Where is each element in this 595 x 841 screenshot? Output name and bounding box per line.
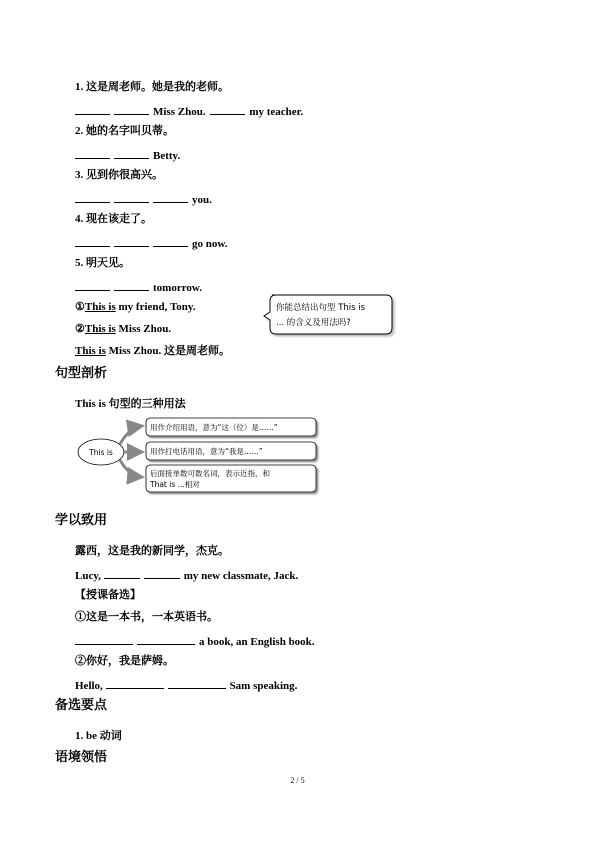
example-prefix: ② xyxy=(75,323,85,335)
exercise-5-answer xyxy=(75,279,202,295)
example-text: Miss Zhou. xyxy=(115,323,172,335)
exercise-4-answer xyxy=(75,235,227,251)
blank[interactable] xyxy=(75,235,110,247)
usage-diagram xyxy=(74,414,324,496)
blank[interactable] xyxy=(114,147,149,159)
exercise-3-answer xyxy=(75,191,212,207)
exercise-2-answer xyxy=(75,147,180,163)
diagram-usage-3-line-1: 后面接单数可数名词，表示近指，和 xyxy=(150,469,270,478)
answer-text: a book, an English book. xyxy=(199,636,315,648)
diagram-usage-2: 用作打电话用语，意为“我是……” xyxy=(150,447,263,456)
points-item-1: 1. be 动词 xyxy=(75,730,122,742)
example-prefix: ① xyxy=(75,301,85,313)
answer-text: you. xyxy=(192,194,212,206)
example-2 xyxy=(75,322,171,336)
answer-text: Hello, xyxy=(75,680,103,692)
answer-text: tomorrow. xyxy=(153,282,202,294)
blank[interactable] xyxy=(114,235,149,247)
section-heading-analysis: 句型剖析 xyxy=(55,366,108,381)
section-heading-points: 备选要点 xyxy=(55,698,108,713)
analysis-subtitle: This is 句型的三种用法 xyxy=(75,398,186,410)
example-text: my friend, Tony. xyxy=(115,301,196,313)
answer-text: my new classmate, Jack. xyxy=(183,570,299,582)
example-keyword: This is xyxy=(75,345,106,357)
apply-question-2: ①这是一本书，一本英语书。 xyxy=(75,611,218,623)
blank[interactable] xyxy=(114,191,149,203)
blank[interactable] xyxy=(114,103,149,115)
answer-text: my teacher. xyxy=(249,106,304,118)
example-3 xyxy=(75,344,230,358)
blank[interactable] xyxy=(75,191,110,203)
blank[interactable] xyxy=(104,567,140,579)
callout-line-1: 你能总结出句型 This is xyxy=(276,303,366,313)
answer-text: go now. xyxy=(192,238,228,250)
blank[interactable] xyxy=(75,147,110,159)
apply-answer-2 xyxy=(75,633,315,649)
blank[interactable] xyxy=(210,103,245,115)
blank[interactable] xyxy=(75,103,110,115)
diagram-center-label: This is xyxy=(89,448,113,457)
blank[interactable] xyxy=(114,279,149,291)
answer-text: Sam speaking. xyxy=(229,680,298,692)
exercise-4-prompt: 4. 现在该走了。 xyxy=(75,213,152,225)
blank[interactable] xyxy=(75,279,110,291)
blank[interactable] xyxy=(153,191,188,203)
example-1 xyxy=(75,300,196,314)
apply-question-3: ②你好，我是萨姆。 xyxy=(75,655,174,667)
exercise-2-prompt: 2. 她的名字叫贝蒂。 xyxy=(75,125,174,137)
section-heading-apply: 学以致用 xyxy=(55,513,108,528)
blank[interactable] xyxy=(153,235,188,247)
example-keyword: This is xyxy=(84,323,116,335)
example-text: Miss Zhou. 这是周老师。 xyxy=(105,345,230,357)
blank[interactable] xyxy=(137,633,195,645)
exercise-1-answer xyxy=(75,103,303,119)
exercise-3-prompt: 3. 见到你很高兴。 xyxy=(75,169,163,181)
callout-bubble xyxy=(262,292,397,340)
example-keyword: This is xyxy=(84,301,116,313)
exercise-5-prompt: 5. 明天见。 xyxy=(75,257,130,269)
apply-answer-3 xyxy=(75,677,297,693)
section-heading-context: 语境领悟 xyxy=(55,750,108,765)
blank[interactable] xyxy=(144,567,180,579)
apply-question-1: 露西，这是我的新同学，杰克。 xyxy=(75,545,229,557)
apply-answer-1 xyxy=(75,567,298,583)
diagram-arrow xyxy=(120,426,142,444)
blank[interactable] xyxy=(168,677,226,689)
blank[interactable] xyxy=(106,677,164,689)
diagram-usage-1: 用作介绍用语，意为“这（位）是……” xyxy=(150,423,278,432)
answer-text: Miss Zhou. xyxy=(153,106,206,118)
callout-line-2: ... 的含义及用法吗? xyxy=(276,318,351,328)
exercise-1-prompt: 1. 这是周老师。她是我的老师。 xyxy=(75,81,229,93)
teaching-alternatives-label: 【授课备选】 xyxy=(75,589,141,601)
diagram-arrow xyxy=(120,460,142,477)
diagram-usage-3-line-2: That is ...相对 xyxy=(150,480,200,489)
blank[interactable] xyxy=(75,633,133,645)
answer-text: Betty. xyxy=(153,150,181,162)
page-number: 2 / 5 xyxy=(290,776,305,785)
answer-text: Lucy, xyxy=(75,570,101,582)
